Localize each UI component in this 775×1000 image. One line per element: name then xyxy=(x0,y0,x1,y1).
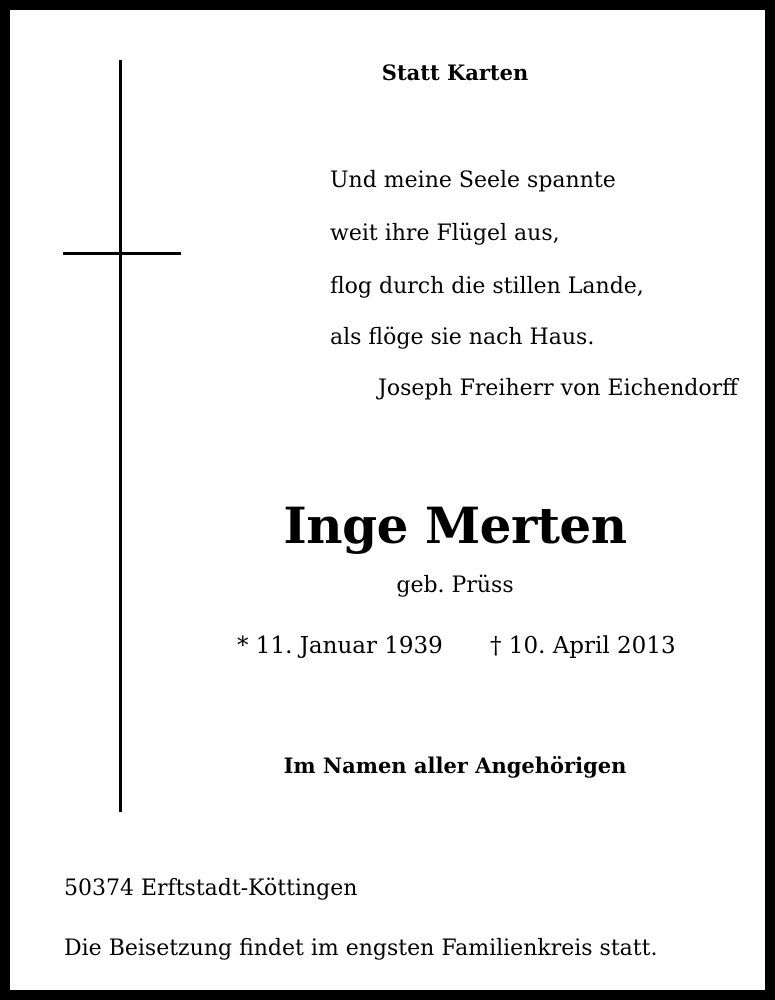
poem-author: Joseph Freiherr von Eichendorff xyxy=(378,376,738,401)
poem-line-2: weit ihre Flügel aus, xyxy=(330,221,560,246)
poem-line-3: flog durch die stillen Lande, xyxy=(330,274,644,299)
death-date: † 10. April 2013 xyxy=(490,633,676,659)
deceased-name: Inge Merten xyxy=(283,496,627,555)
family-signature: Im Namen aller Angehörigen xyxy=(283,753,627,778)
maiden-name: geb. Prüss xyxy=(396,573,514,598)
birth-date: * 11. Januar 1939 xyxy=(237,633,443,659)
address: 50374 Erftstadt-Köttingen xyxy=(64,876,358,901)
poem-line-1: Und meine Seele spannte xyxy=(330,168,616,193)
cross-horizontal-bar xyxy=(63,252,181,255)
notice-heading: Statt Karten xyxy=(381,60,529,85)
poem-line-4: als flöge sie nach Haus. xyxy=(330,325,595,350)
funeral-note: Die Beisetzung findet im engsten Familienkreis statt. xyxy=(64,936,658,961)
cross-vertical-bar xyxy=(119,60,122,812)
